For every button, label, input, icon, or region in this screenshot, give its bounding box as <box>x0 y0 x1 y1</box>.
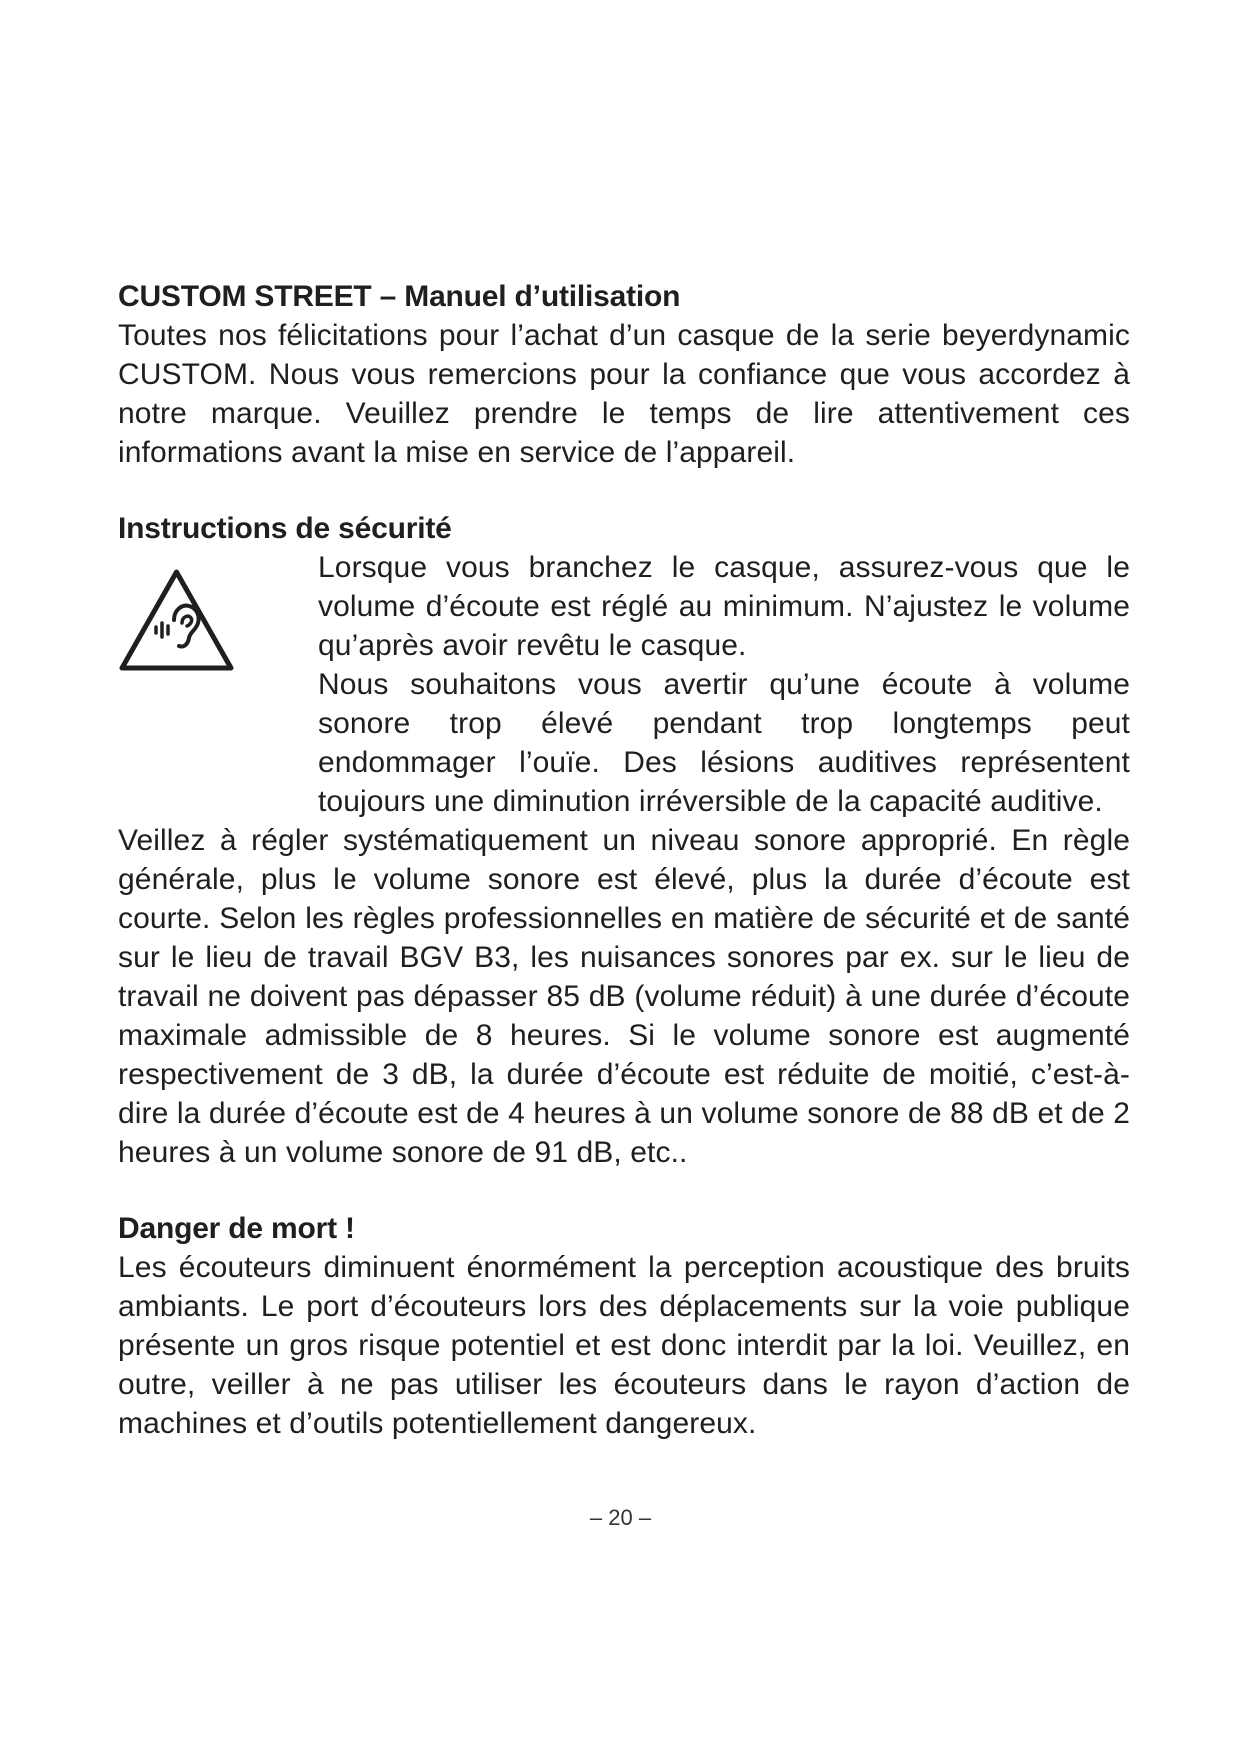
safety-paragraph-3: Veillez à régler systématiquement un niveau sonore approprié. En règle générale, plus le volume sonore est élevé, plus la durée d’écoute est courte. Selon les règles professionnelles en matière de sécurité et de santé sur le lieu de travail BGV B3, les nuisances sonores par ex. sur le lieu de travail ne doivent pas dépasser 85 dB (volume réduit) à une durée d’écoute maximale admissible de 8 heures. Si le volume sonore est augmenté respectivement de 3 dB, la durée d’écoute est réduite de moitié, c’est-à-dire la durée d’écoute est de 4 heures à un volume sonore de 88 dB et de 2 heures à un volume sonore de 91 dB, etc.. <box>118 824 1130 1169</box>
safety-paragraph-1: Lorsque vous branchez le casque, assurez-vous que le volume d’écoute est réglé au minimum. N’ajustez le volume qu’après avoir revêtu le casque. <box>318 551 1130 662</box>
safety-block <box>118 548 1130 821</box>
danger-paragraph: Les écouteurs diminuent énormément la perception acoustique des bruits ambiants. Le port d’écouteurs lors des déplacements sur la voie publique présente un gros risque potentiel et est donc interdit par la loi. Veuillez, en outre, veiller à ne pas utiliser les écouteurs dans le rayon d’action de machines et d’outils potentiellement dangereux. <box>118 1251 1130 1440</box>
section-gap <box>118 472 1130 510</box>
safety-paragraph-2: Nous souhaitons vous avertir qu’une écoute à volume sonore trop élevé pendant trop longtemps peut endommager l’ouïe. Des lésions auditives représentent toujours une diminution irréversible de la capacité auditive. <box>318 668 1130 818</box>
intro-paragraph: Toutes nos félicitations pour l’achat d’un casque de la serie beyerdynamic CUSTOM. Nous vous remercions pour la confiance que vous accordez à notre marque. Veuillez prendre le temps de lire attentivement ces informations avant la mise en service de l’appareil. <box>118 319 1130 469</box>
section-gap <box>118 1172 1130 1210</box>
page-title: CUSTOM STREET – Manuel d’utilisation <box>118 280 681 313</box>
document-page <box>118 278 1130 1443</box>
danger-heading: Danger de mort ! <box>118 1212 355 1245</box>
hearing-warning-icon <box>118 568 235 672</box>
safety-heading: Instructions de sécurité <box>118 512 452 545</box>
page-number: – 20 – <box>589 1505 652 1530</box>
